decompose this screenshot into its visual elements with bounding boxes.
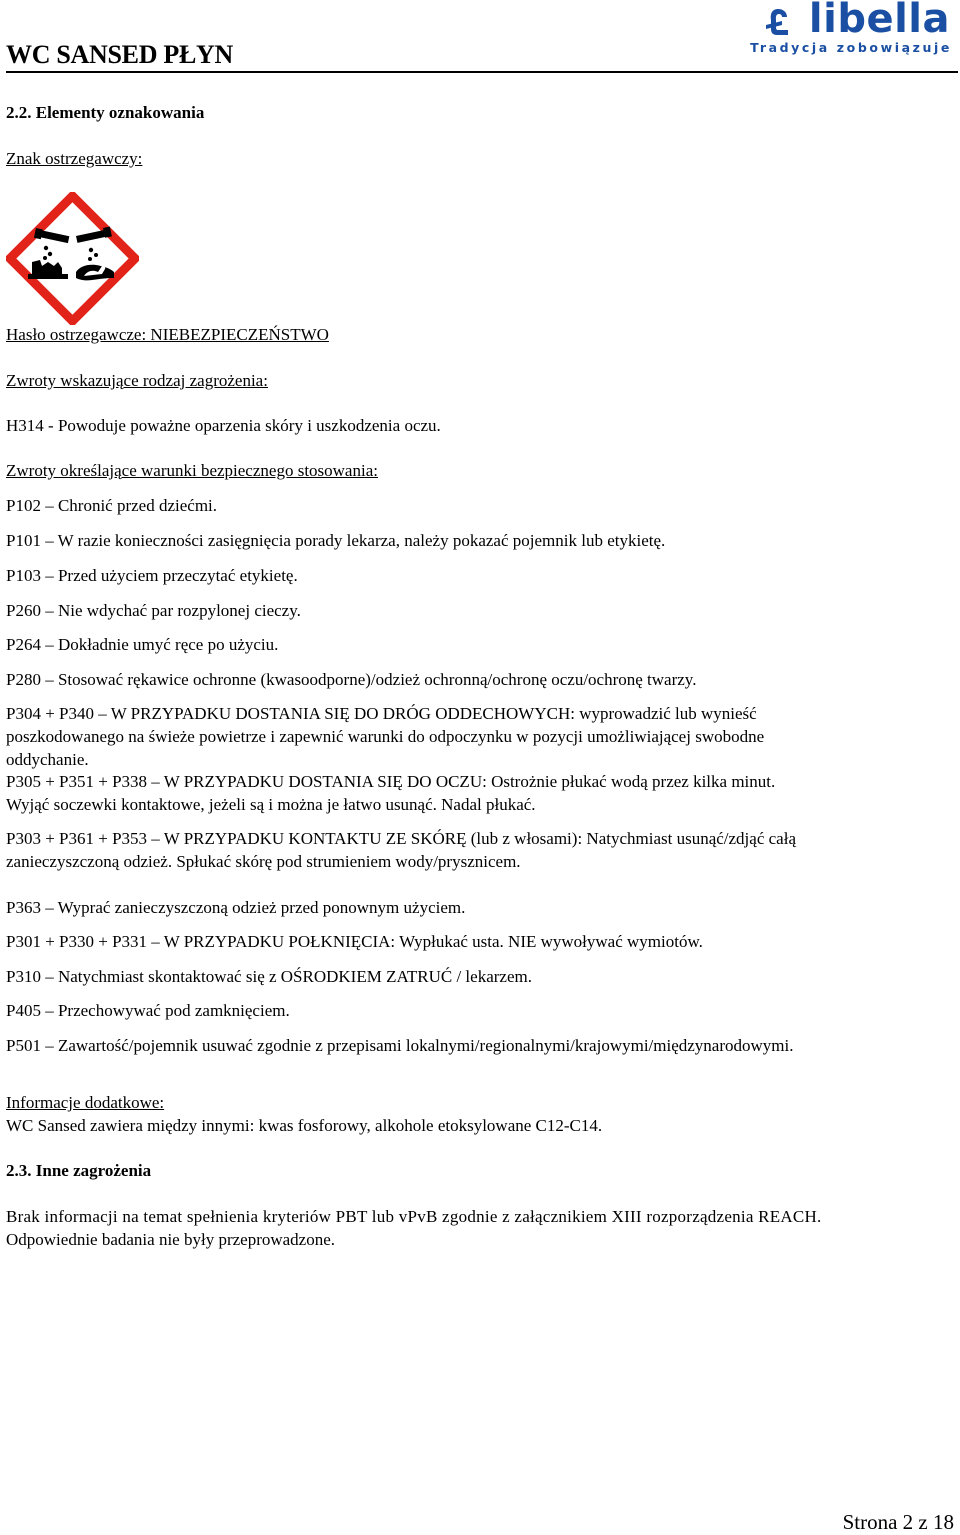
logo-wordmark: libella <box>808 0 950 42</box>
pictogram-label: Znak ostrzegawczy: <box>6 149 143 168</box>
precaution-p102: P102 – Chronić przed dziećmi. <box>6 496 218 515</box>
precaution-p304-line2: poszkodowanego na świeże powietrze i zapewnić warunki do odpoczynku w pozycji umożliwiającej swobodne <box>6 727 765 746</box>
precaution-p501: P501 – Zawartość/pojemnik usuwać zgodnie z przepisami lokalnymi/regionalnymi/krajowymi/międzynarodowymi. <box>6 1036 794 1055</box>
other-hazards-text-line2: Odpowiednie badania nie były przeprowadzone. <box>6 1230 336 1249</box>
precaution-p101: P101 – W razie konieczności zasięgnięcia porady lekarza, należy pokazać pojemnik lub etykietę. <box>6 531 666 550</box>
precaution-p305-line1: P305 + P351 + P338 – W PRZYPADKU DOSTANIA SIĘ DO OCZU: Ostrożnie płukać wodą przez kilka minut. <box>6 772 776 791</box>
precaution-p303-line1: P303 + P361 + P353 – W PRZYPADKU KONTAKTU ZE SKÓRĘ (lub z włosami): Natychmiast usunąć/zdjąć całą <box>6 829 796 848</box>
precaution-p103: P103 – Przed użyciem przeczytać etykietę. <box>6 566 298 585</box>
page-number: Strona 2 z 18 <box>842 1510 954 1534</box>
hazard-statement-h314: H314 - Powoduje poważne oparzenia skóry i uszkodzenia oczu. <box>6 416 441 435</box>
precaution-p264: P264 – Dokładnie umyć ręce po użyciu. <box>6 635 279 654</box>
signal-word: Hasło ostrzegawcze: NIEBEZPIECZEŃSTWO <box>6 325 329 344</box>
libella-logo <box>750 0 960 60</box>
precaution-p363: P363 – Wyprać zanieczyszczoną odzież przed ponownym użyciem. <box>6 898 466 917</box>
section-2-3-heading: 2.3. Inne zagrożenia <box>6 1161 152 1180</box>
precaution-p305-line2: Wyjąć soczewki kontaktowe, jeżeli są i można je łatwo usunąć. Nadal płukać. <box>6 795 536 814</box>
additional-info-text: WC Sansed zawiera między innymi: kwas fosforowy, alkohole etoksylowane C12-C14. <box>6 1116 603 1135</box>
logo-tagline: Tradycja zobowiązuje <box>750 40 952 55</box>
precautionary-statements-label: Zwroty określające warunki bezpiecznego stosowania: <box>6 461 378 480</box>
precaution-p303-line2: zanieczyszczoną odzież. Spłukać skórę pod strumieniem wody/prysznicem. <box>6 852 521 871</box>
precaution-p310: P310 – Natychmiast skontaktować się z OŚRODKIEM ZATRUĆ / lekarzem. <box>6 967 532 986</box>
precaution-p260: P260 – Nie wdychać par rozpylonej cieczy. <box>6 601 301 620</box>
precaution-p280: P280 – Stosować rękawice ochronne (kwasoodporne)/odzież ochronną/ochronę oczu/ochronę twarzy. <box>6 670 697 689</box>
corrosion-ghs05-icon <box>6 192 139 325</box>
header-divider <box>6 71 958 73</box>
precaution-p304-line3: oddychanie. <box>6 750 89 769</box>
document-title: WC SANSED PŁYN <box>6 40 233 69</box>
precaution-p405: P405 – Przechowywać pod zamknięciem. <box>6 1001 290 1020</box>
precaution-p301: P301 + P330 + P331 – W PRZYPADKU POŁKNIĘCIA: Wypłukać usta. NIE wywoływać wymiotów. <box>6 932 703 951</box>
libella-l-mark-icon <box>762 6 792 38</box>
other-hazards-text-line1: Brak informacji na temat spełnienia kryteriów PBT lub vPvB zgodnie z załącznikiem XIII rozporządzenia REACH. <box>6 1207 822 1226</box>
hazard-statements-label: Zwroty wskazujące rodzaj zagrożenia: <box>6 371 268 390</box>
precaution-p304-line1: P304 + P340 – W PRZYPADKU DOSTANIA SIĘ DO DRÓG ODDECHOWYCH: wyprowadzić lub wynieść <box>6 704 757 723</box>
section-2-2-heading: 2.2. Elementy oznakowania <box>6 103 205 122</box>
additional-info-label: Informacje dodatkowe: <box>6 1093 165 1112</box>
